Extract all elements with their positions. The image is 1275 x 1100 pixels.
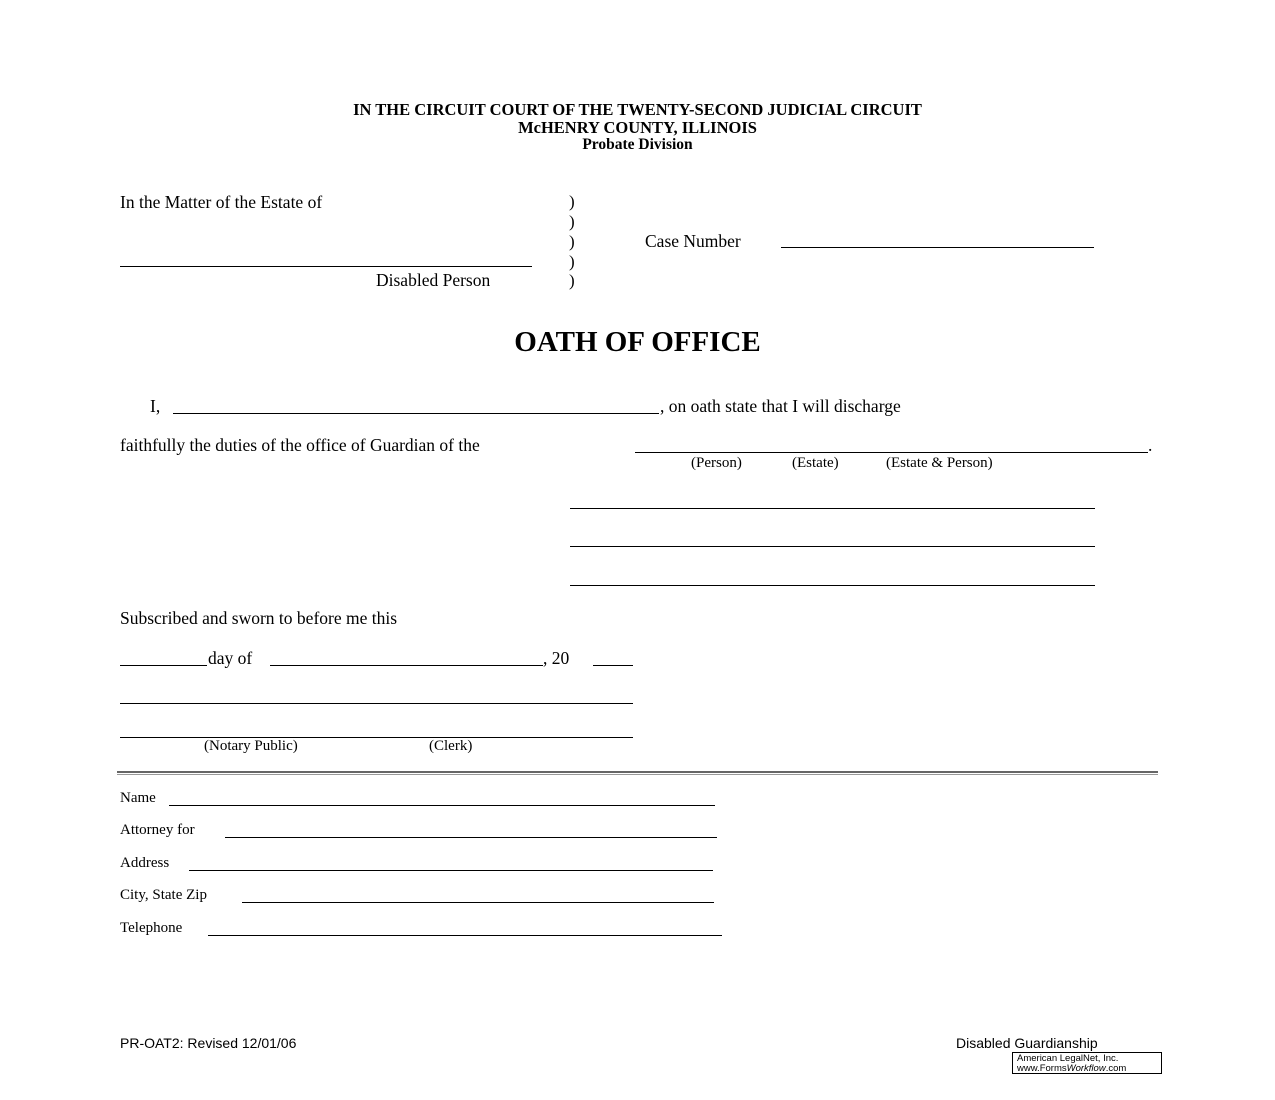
option-estate: (Estate) [792, 455, 839, 471]
signature-line[interactable] [570, 585, 1095, 586]
oath-i: I, [150, 396, 161, 416]
address-line[interactable] [189, 870, 713, 871]
url-part: .com [1105, 1063, 1127, 1074]
form-id: PR-OAT2: Revised 12/01/06 [120, 1035, 297, 1051]
disabled-person-name-line[interactable] [120, 266, 532, 267]
document-title: OATH OF OFFICE [514, 326, 761, 358]
caption-paren: ) [569, 232, 575, 251]
case-number-label: Case Number [645, 231, 741, 251]
option-person: (Person) [691, 455, 742, 471]
day-line[interactable] [120, 665, 207, 666]
option-estate-person: (Estate & Person) [886, 455, 993, 471]
notary-name-line[interactable] [120, 737, 633, 738]
period: . [1148, 435, 1153, 455]
url-part: Workflow [1066, 1063, 1106, 1074]
caption-paren: ) [569, 271, 575, 290]
attorney-for-label: Attorney for [120, 822, 195, 838]
county-heading: McHENRY COUNTY, ILLINOIS [518, 118, 757, 137]
month-line[interactable] [270, 665, 543, 666]
disabled-person-label: Disabled Person [376, 270, 491, 290]
caption-paren: ) [569, 252, 575, 271]
division-heading: Probate Division [582, 136, 693, 153]
telephone-line[interactable] [208, 935, 722, 936]
clerk-label: (Clerk) [429, 738, 473, 754]
url-part: www.Forms [1017, 1063, 1067, 1074]
caption-paren: ) [569, 192, 575, 211]
publisher-box [1012, 1052, 1162, 1074]
guardian-name-line[interactable] [173, 413, 659, 414]
city-state-zip-label: City, State Zip [120, 887, 207, 903]
oath-text: , on oath state that I will discharge [660, 396, 901, 416]
section-divider [117, 771, 1158, 775]
day-of-label: day of [208, 648, 253, 668]
attorney-name-line[interactable] [169, 805, 715, 806]
caption-paren: ) [569, 212, 575, 231]
address-label: Address [120, 855, 170, 871]
guardianship-type-line[interactable] [635, 452, 1148, 453]
court-heading: IN THE CIRCUIT COURT OF THE TWENTY-SECOND JUDICIAL CIRCUIT [353, 100, 922, 119]
publisher-name: American LegalNet, Inc. [1017, 1053, 1119, 1064]
year-label: , 20 [543, 648, 570, 668]
notary-label: (Notary Public) [204, 738, 298, 754]
faithfully-text: faithfully the duties of the office of Guardian of the [120, 435, 480, 455]
attorney-name-label: Name [120, 790, 156, 806]
year-line[interactable] [593, 665, 633, 666]
case-number-line[interactable] [781, 247, 1094, 248]
signature-line[interactable] [570, 546, 1095, 547]
form-category: Disabled Guardianship [956, 1035, 1098, 1051]
notary-signature-line[interactable] [120, 703, 633, 704]
telephone-label: Telephone [120, 920, 183, 936]
city-state-zip-line[interactable] [242, 902, 714, 903]
attorney-for-line[interactable] [225, 837, 717, 838]
signature-line[interactable] [570, 508, 1095, 509]
publisher-url [1017, 1064, 1161, 1074]
subscribed-text: Subscribed and sworn to before me this [120, 608, 398, 628]
matter-label: In the Matter of the Estate of [120, 192, 323, 212]
